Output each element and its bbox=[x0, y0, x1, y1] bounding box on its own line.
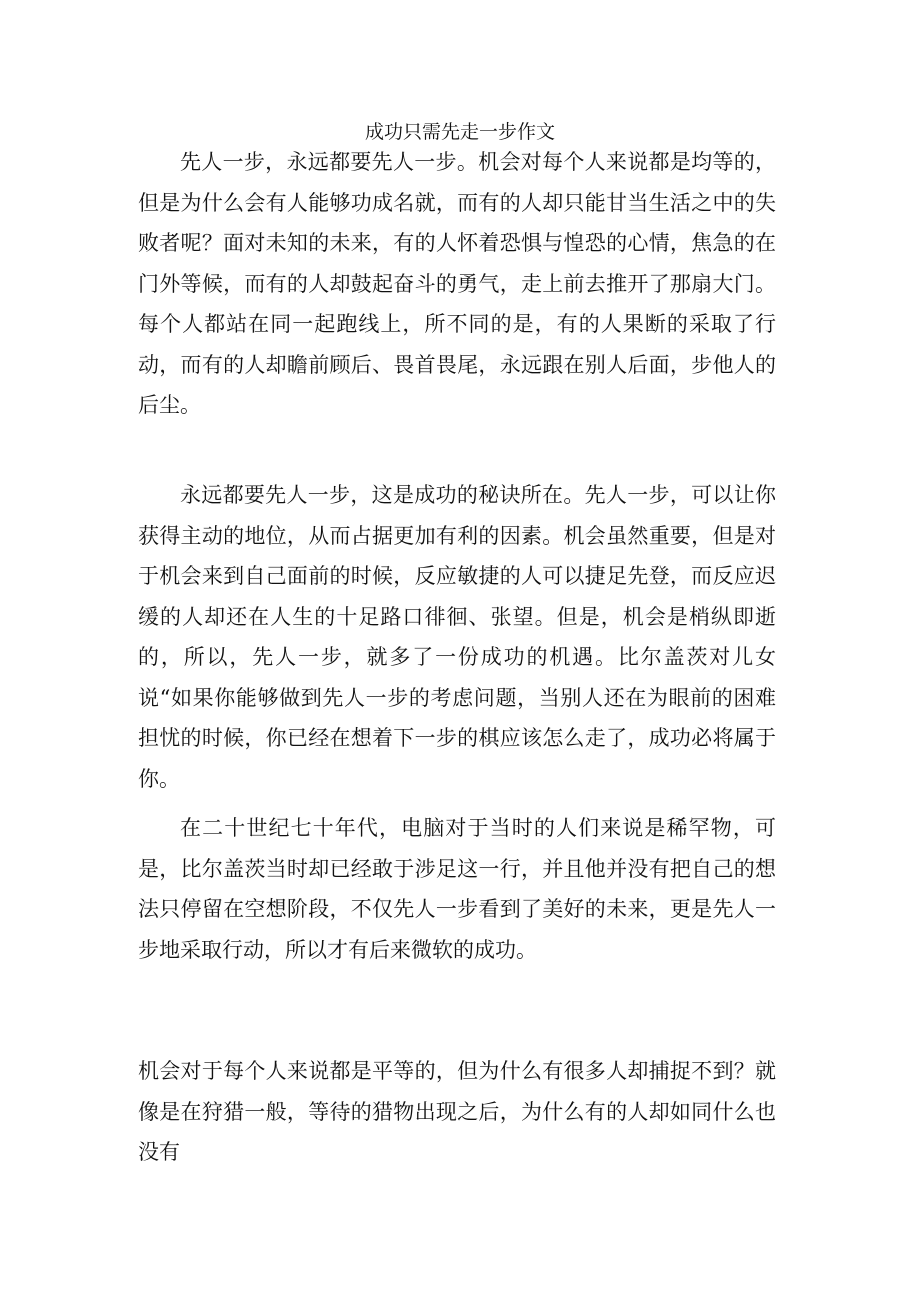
paragraph-4: 机会对于每个人来说都是平等的，但为什么有很多人却捕捉不到？就像是在狩猎一般，等待的猎物出现之后，为什么有的人却如同什么也没有 bbox=[138, 1059, 776, 1164]
paragraph-3: 在二十世纪七十年代，电脑对于当时的人们来说是稀罕物，可是，比尔盖茨当时却已经敢于涉足这一行，并且他并没有把自己的想法只停留在空想阶段，不仅先人一步看到了美好的未来，更是先人一步地采取行动，所以才有后来微软的成功。 bbox=[138, 816, 776, 962]
document-title: 成功只需先走一步作文 bbox=[364, 121, 555, 143]
paragraph-1: 先人一步，永远都要先人一步。机会对每个人来说都是均等的，但是为什么会有人能够功成名就，而有的人却只能甘当生活之中的失败者呢？面对未知的未来，有的人怀着恐惧与惶恐的心情，焦急的在门外等候，而有的人却鼓起奋斗的勇气，走上前去推开了那扇大门。每个人都站在同一起跑线上，所不同的是，有的人果断的采取了行动，而有的人却瞻前顾后、畏首畏尾，永远跟在别人后面，步他人的后尘。 bbox=[138, 150, 776, 417]
paragraph-2: 永远都要先人一步，这是成功的秘诀所在。先人一步，可以让你获得主动的地位，从而占据更加有利的因素。机会虽然重要，但是对于机会来到自己面前的时候，反应敏捷的人可以捷足先登，而反应迟缓的人却还在人生的十足路口徘徊、张望。但是，机会是梢纵即逝的，所以，先人一步，就多了一份成功的机遇。比尔盖茨对儿女说“如果你能够做到先人一步的考虑问题，当别人还在为眼前的困难担忧的时候，你已经在想着下一步的棋应该怎么走了，成功必将属于你。 bbox=[138, 483, 776, 791]
